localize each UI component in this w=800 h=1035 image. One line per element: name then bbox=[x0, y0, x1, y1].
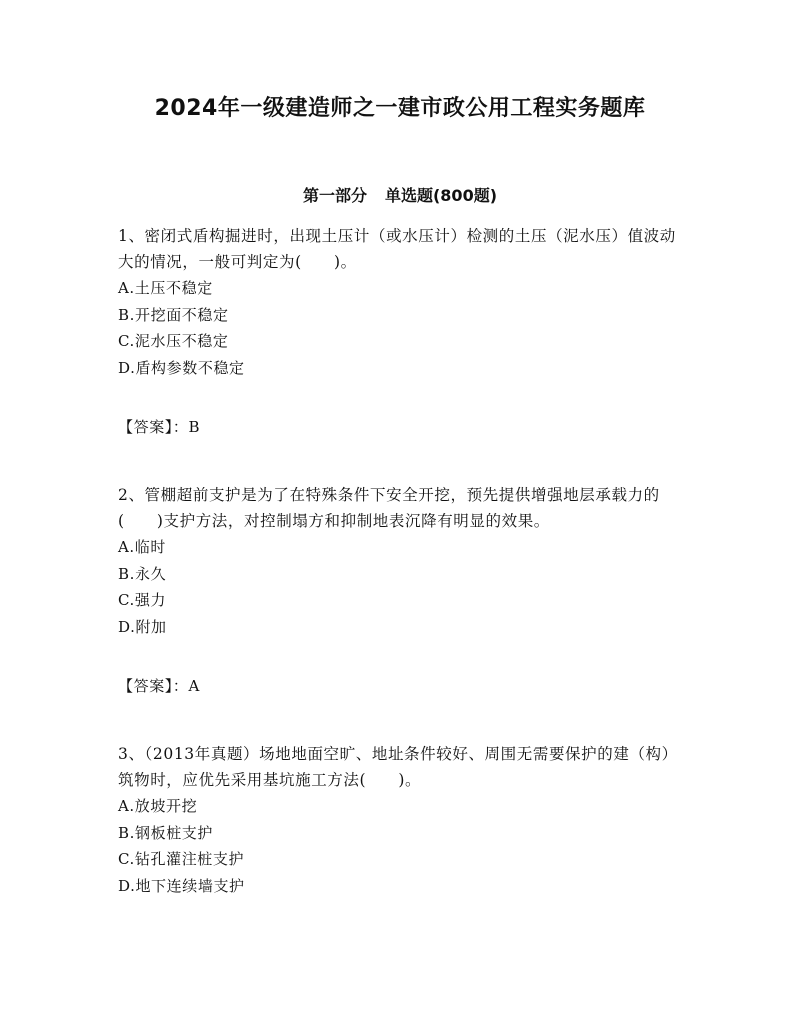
option-c: C.强力 bbox=[118, 591, 167, 609]
option-c: C.钻孔灌注桩支护 bbox=[118, 850, 245, 868]
section-name: 单选题(800题) bbox=[384, 186, 498, 205]
section-heading bbox=[0, 184, 800, 208]
question-stem: 1、密闭式盾构掘进时，出现土压计（或水压计）检测的土压（泥水压）值波动大的情况，一般可判定为( )。 bbox=[118, 227, 676, 271]
question-stem: 2、管棚超前支护是为了在特殊条件下安全开挖，预先提供增强地层承载力的( )支护方法，对控制塌方和抑制地表沉降有明显的效果。 bbox=[118, 486, 660, 530]
option-b: B.永久 bbox=[118, 564, 167, 583]
question-3 bbox=[118, 741, 688, 899]
option-d: D.盾构参数不稳定 bbox=[118, 358, 245, 377]
answer-label: 【答案】 bbox=[118, 418, 173, 436]
question-stem: 3、（2013年真题）场地地面空旷、地址条件较好、周围无需要保护的建（构）筑物时，应优先采用基坑施工方法( )。 bbox=[118, 745, 678, 789]
answer-1 bbox=[118, 414, 200, 440]
answer-value: B bbox=[188, 418, 201, 436]
document-title: 2024年一级建造师之一建市政公用工程实务题库 bbox=[154, 96, 646, 121]
option-c: C.泥水压不稳定 bbox=[118, 332, 229, 350]
option-list bbox=[118, 793, 688, 899]
option-a: A.临时 bbox=[118, 538, 167, 556]
answer-label: 【答案】 bbox=[118, 677, 173, 695]
option-b: B.开挖面不稳定 bbox=[118, 305, 229, 324]
option-list bbox=[118, 534, 688, 640]
option-a: A.放坡开挖 bbox=[118, 797, 198, 815]
option-d: D.地下连续墙支护 bbox=[118, 876, 245, 895]
option-a: A.土压不稳定 bbox=[118, 279, 213, 297]
section-part: 第一部分 bbox=[302, 186, 367, 205]
option-list bbox=[118, 275, 688, 381]
question-1 bbox=[118, 223, 688, 381]
question-2 bbox=[118, 482, 688, 640]
option-b: B.钢板桩支护 bbox=[118, 823, 213, 842]
answer-2 bbox=[118, 673, 200, 699]
option-d: D.附加 bbox=[118, 617, 167, 636]
answer-separator: ： bbox=[172, 418, 189, 436]
answer-value: A bbox=[188, 677, 200, 695]
answer-separator: ： bbox=[172, 677, 189, 695]
